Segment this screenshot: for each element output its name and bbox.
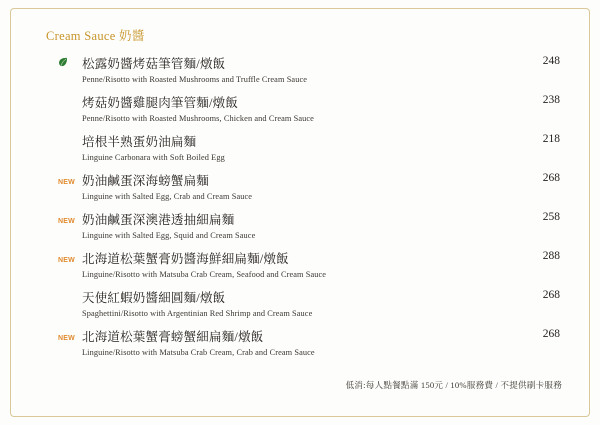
menu-item-name-en: Linguine Carbonara with Soft Boiled Egg (82, 153, 225, 162)
menu-item-name-en: Penne/Risotto with Roasted Mushrooms, Chicken and Cream Sauce (82, 114, 314, 123)
menu-item[interactable] (58, 93, 560, 123)
menu-item-name-en: Spaghettini/Risotto with Argentinian Red Shrimp and Cream Sauce (82, 309, 313, 318)
menu-item-header (58, 210, 560, 228)
menu-item-name-en: Penne/Risotto with Roasted Mushrooms and Truffle Cream Sauce (82, 75, 308, 84)
menu-item-list (58, 54, 560, 357)
menu-item-name-cn: 奶油鹹蛋深海螃蟹扁麵 (82, 174, 210, 188)
menu-item[interactable] (58, 288, 560, 318)
menu-item[interactable] (58, 249, 560, 279)
menu-item-header (58, 327, 560, 345)
menu-item-name-en: Linguine with Salted Egg, Crab and Cream Sauce (82, 192, 253, 201)
menu-item-header (58, 171, 560, 189)
new-badge: NEW (58, 179, 75, 186)
menu-item-header (58, 288, 560, 306)
menu-item-name-cn: 培根半熟蛋奶油扁麵 (82, 135, 197, 149)
menu-item-price: 268 (542, 328, 560, 340)
menu-item-price: 268 (542, 172, 560, 184)
badge-slot (58, 218, 82, 225)
badge-slot (58, 57, 82, 67)
menu-item-header (58, 249, 560, 267)
menu-item-name-cn: 北海道松葉蟹膏奶醬海鮮細扁麵/燉飯 (82, 252, 289, 266)
menu-item-name-cn: 烤菇奶醬雞腿肉筆管麵/燉飯 (82, 96, 239, 110)
menu-item[interactable] (58, 210, 560, 240)
badge-slot (58, 257, 82, 264)
new-badge: NEW (58, 257, 75, 264)
menu-item-name-cn: 奶油鹹蛋深澳港透抽細扁麵 (82, 213, 235, 227)
menu-item-name-en: Linguine with Salted Egg, Squid and Cream Sauce (82, 231, 256, 240)
menu-item-name-cn: 松露奶醬烤菇筆管麵/燉飯 (82, 57, 226, 71)
section-title: Cream Sauce 奶醬 (46, 29, 145, 43)
new-badge: NEW (58, 335, 75, 342)
badge-slot (58, 335, 82, 342)
menu-item-price: 218 (542, 133, 560, 145)
menu-item[interactable] (58, 54, 560, 84)
menu-content (46, 26, 560, 366)
menu-item-price: 248 (542, 55, 560, 67)
badge-slot (58, 179, 82, 186)
menu-item-name-cn: 北海道松葉蟹膏螃蟹細扁麵/燉飯 (82, 330, 264, 344)
menu-item-header (58, 54, 560, 72)
footer-note: 低消:每人點餐點滿 150元 / 10%服務費 / 不提供刷卡服務 (345, 380, 562, 390)
menu-item[interactable] (58, 132, 560, 162)
menu-item[interactable] (58, 171, 560, 201)
menu-item-price: 288 (542, 250, 560, 262)
menu-item-name-en: Linguine/Risotto with Matsuba Crab Cream, Crab and Cream Sauce (82, 348, 315, 357)
new-badge: NEW (58, 218, 75, 225)
menu-item-name-cn: 天使紅蝦奶醬細圓麵/燉飯 (82, 291, 226, 305)
menu-item-header (58, 132, 560, 150)
leaf-icon (58, 57, 68, 67)
menu-item-name-en: Linguine/Risotto with Matsuba Crab Cream, Seafood and Cream Sauce (82, 270, 327, 279)
menu-item-price: 258 (542, 211, 560, 223)
menu-item[interactable] (58, 327, 560, 357)
menu-item-price: 238 (542, 94, 560, 106)
menu-item-header (58, 93, 560, 111)
menu-item-price: 268 (542, 289, 560, 301)
